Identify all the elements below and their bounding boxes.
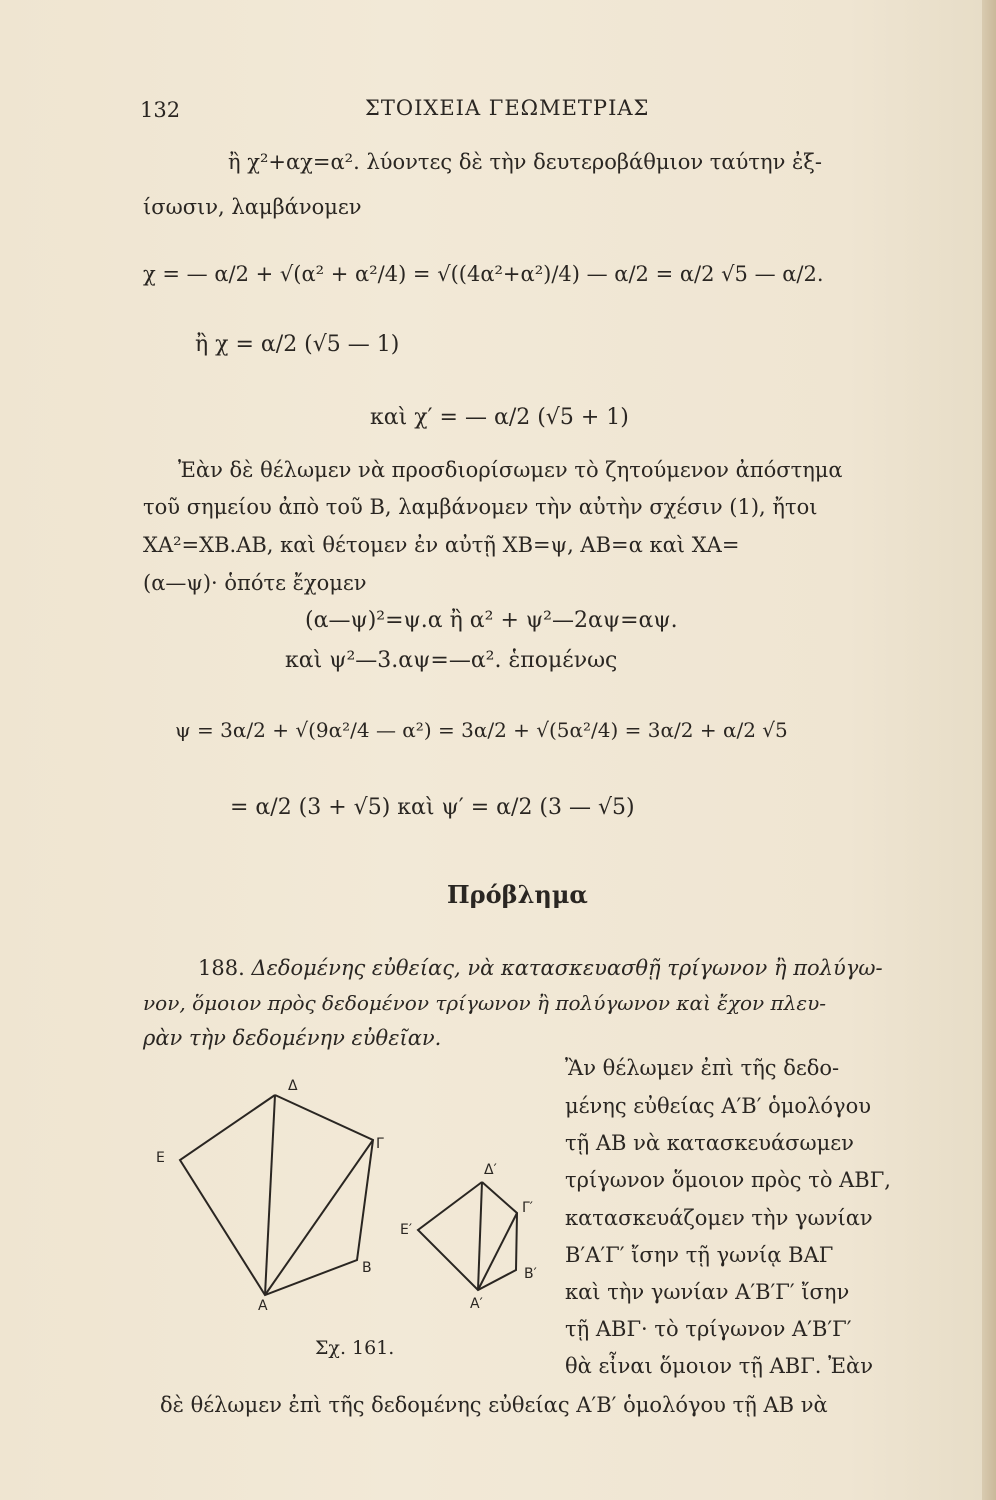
equation-3: καὶ χ′ = — α/2 (√5 + 1) — [370, 405, 629, 430]
label-Gamma-prime: Γ′ — [522, 1200, 533, 1216]
label-Gamma: Γ — [376, 1136, 384, 1152]
column-line-9: θὰ εἶναι ὅμοιον τῇ ΑΒΓ. Ἐὰν — [565, 1354, 873, 1378]
text-line-2: ίσωσιν, λαμβάνομεν — [143, 195, 362, 219]
equation-5: καὶ ψ²—3.αψ=—α². ἑπομένως — [285, 648, 618, 673]
paragraph-1-line-3: ΧΑ²=ΧΒ.ΑΒ, καὶ θέτομεν ἐν αὐτῇ ΧΒ=ψ, ΑΒ=α καὶ ΧΑ= — [143, 533, 740, 557]
diagonal-A-G — [265, 1140, 373, 1295]
large-polygon-outline — [180, 1095, 373, 1295]
column-line-6: Β′Α′Γ′ ἴσην τῇ γωνίᾳ ΒΑΓ — [565, 1243, 834, 1267]
label-Delta: Δ — [288, 1078, 298, 1094]
page-spine-shadow — [982, 0, 996, 1500]
label-A-prime: Α′ — [470, 1296, 483, 1312]
equation-2: ἢ χ = α/2 (√5 — 1) — [195, 332, 400, 357]
problem-number: 188. — [198, 956, 245, 980]
column-line-4: τρίγωνον ὅμοιον πρὸς τὸ ΑΒΓ, — [565, 1168, 891, 1192]
equation-7: = α/2 (3 + √5) καὶ ψ′ = α/2 (3 — √5) — [230, 795, 635, 820]
small-polygon-outline — [418, 1182, 517, 1290]
text-line-1: ἢ χ²+αχ=α². λύοντες δὲ τὴν δευτεροβάθμιον ταύτην ἐξ- — [228, 150, 822, 174]
label-E-prime: Ε′ — [400, 1222, 413, 1238]
running-title: ΣΤΟΙΧΕΙΑ ΓΕΩΜΕΤΡΙΑΣ — [365, 96, 650, 120]
diagonal-A1-D1 — [478, 1182, 482, 1290]
label-Delta-prime: Δ′ — [484, 1162, 497, 1178]
label-B: Β — [362, 1260, 372, 1276]
column-line-3: τῇ ΑΒ νὰ κατασκευάσωμεν — [565, 1131, 854, 1155]
equation-6: ψ = 3α/2 + √(9α²/4 — α²) = 3α/2 + √(5α²/4) = 3α/2 + α/2 √5 — [175, 718, 788, 742]
problem-line-3: ρὰν τὴν δεδομένην εὐθεῖαν. — [143, 1026, 442, 1050]
column-line-7: καὶ τὴν γωνίαν Α′Β′Γ′ ἴσην — [565, 1280, 850, 1304]
problem-line-2: νον, ὅμοιον πρὸς δεδομένον τρίγωνον ἢ πολύγωνον καὶ ἔχον πλευ- — [143, 991, 827, 1015]
column-line-8: τῇ ΑΒΓ· τὸ τρίγωνον Α′Β′Γ′ — [565, 1317, 852, 1341]
problem-line-1 — [198, 958, 883, 979]
paragraph-1-line-2: τοῦ σημείου ἀπὸ τοῦ Β, λαμβάνομεν τὴν αὐτὴν σχέσιν (1), ἤτοι — [143, 495, 818, 519]
paragraph-1-line-4: (α—ψ)· ὁπότε ἔχομεν — [143, 571, 367, 595]
label-A: Α — [258, 1298, 268, 1314]
paragraph-1-line-1: Ἐὰν δὲ θέλωμεν νὰ προσδιορίσωμεν τὸ ζητούμενον ἀπόστημα — [178, 458, 843, 482]
label-E: Ε — [156, 1150, 165, 1166]
last-text-line: δὲ θέλωμεν ἐπὶ τῆς δεδομένης εὐθείας Α′Β′ ὁμολόγου τῇ ΑΒ νὰ — [160, 1393, 828, 1417]
figure-caption: Σχ. 161. — [315, 1337, 395, 1359]
label-B-prime: Β′ — [524, 1266, 537, 1282]
equation-4: (α—ψ)²=ψ.α ἢ α² + ψ²—2αψ=αψ. — [305, 608, 678, 633]
diagonal-A-D — [265, 1095, 275, 1295]
diagonal-A1-G1 — [478, 1213, 517, 1290]
column-line-2: μένης εὐθείας Α′Β′ ὁμολόγου — [565, 1094, 871, 1118]
section-title: Πρόβλημα — [447, 880, 588, 909]
column-line-5: κατασκευάζομεν τὴν γωνίαν — [565, 1206, 873, 1230]
figure-161 — [150, 1070, 560, 1360]
equation-1: χ = — α/2 + √(α² + α²/4) = √((4α²+α²)/4) — α/2 = α/2 √5 — α/2. — [143, 262, 824, 286]
page-number: 132 — [140, 98, 181, 122]
column-line-1: Ἂν θέλωμεν ἐπὶ τῆς δεδο- — [565, 1056, 840, 1080]
problem-statement-start: Δεδομένης εὐθείας, νὰ κατασκευασθῇ τρίγωνον ἢ πολύγω- — [251, 956, 883, 980]
